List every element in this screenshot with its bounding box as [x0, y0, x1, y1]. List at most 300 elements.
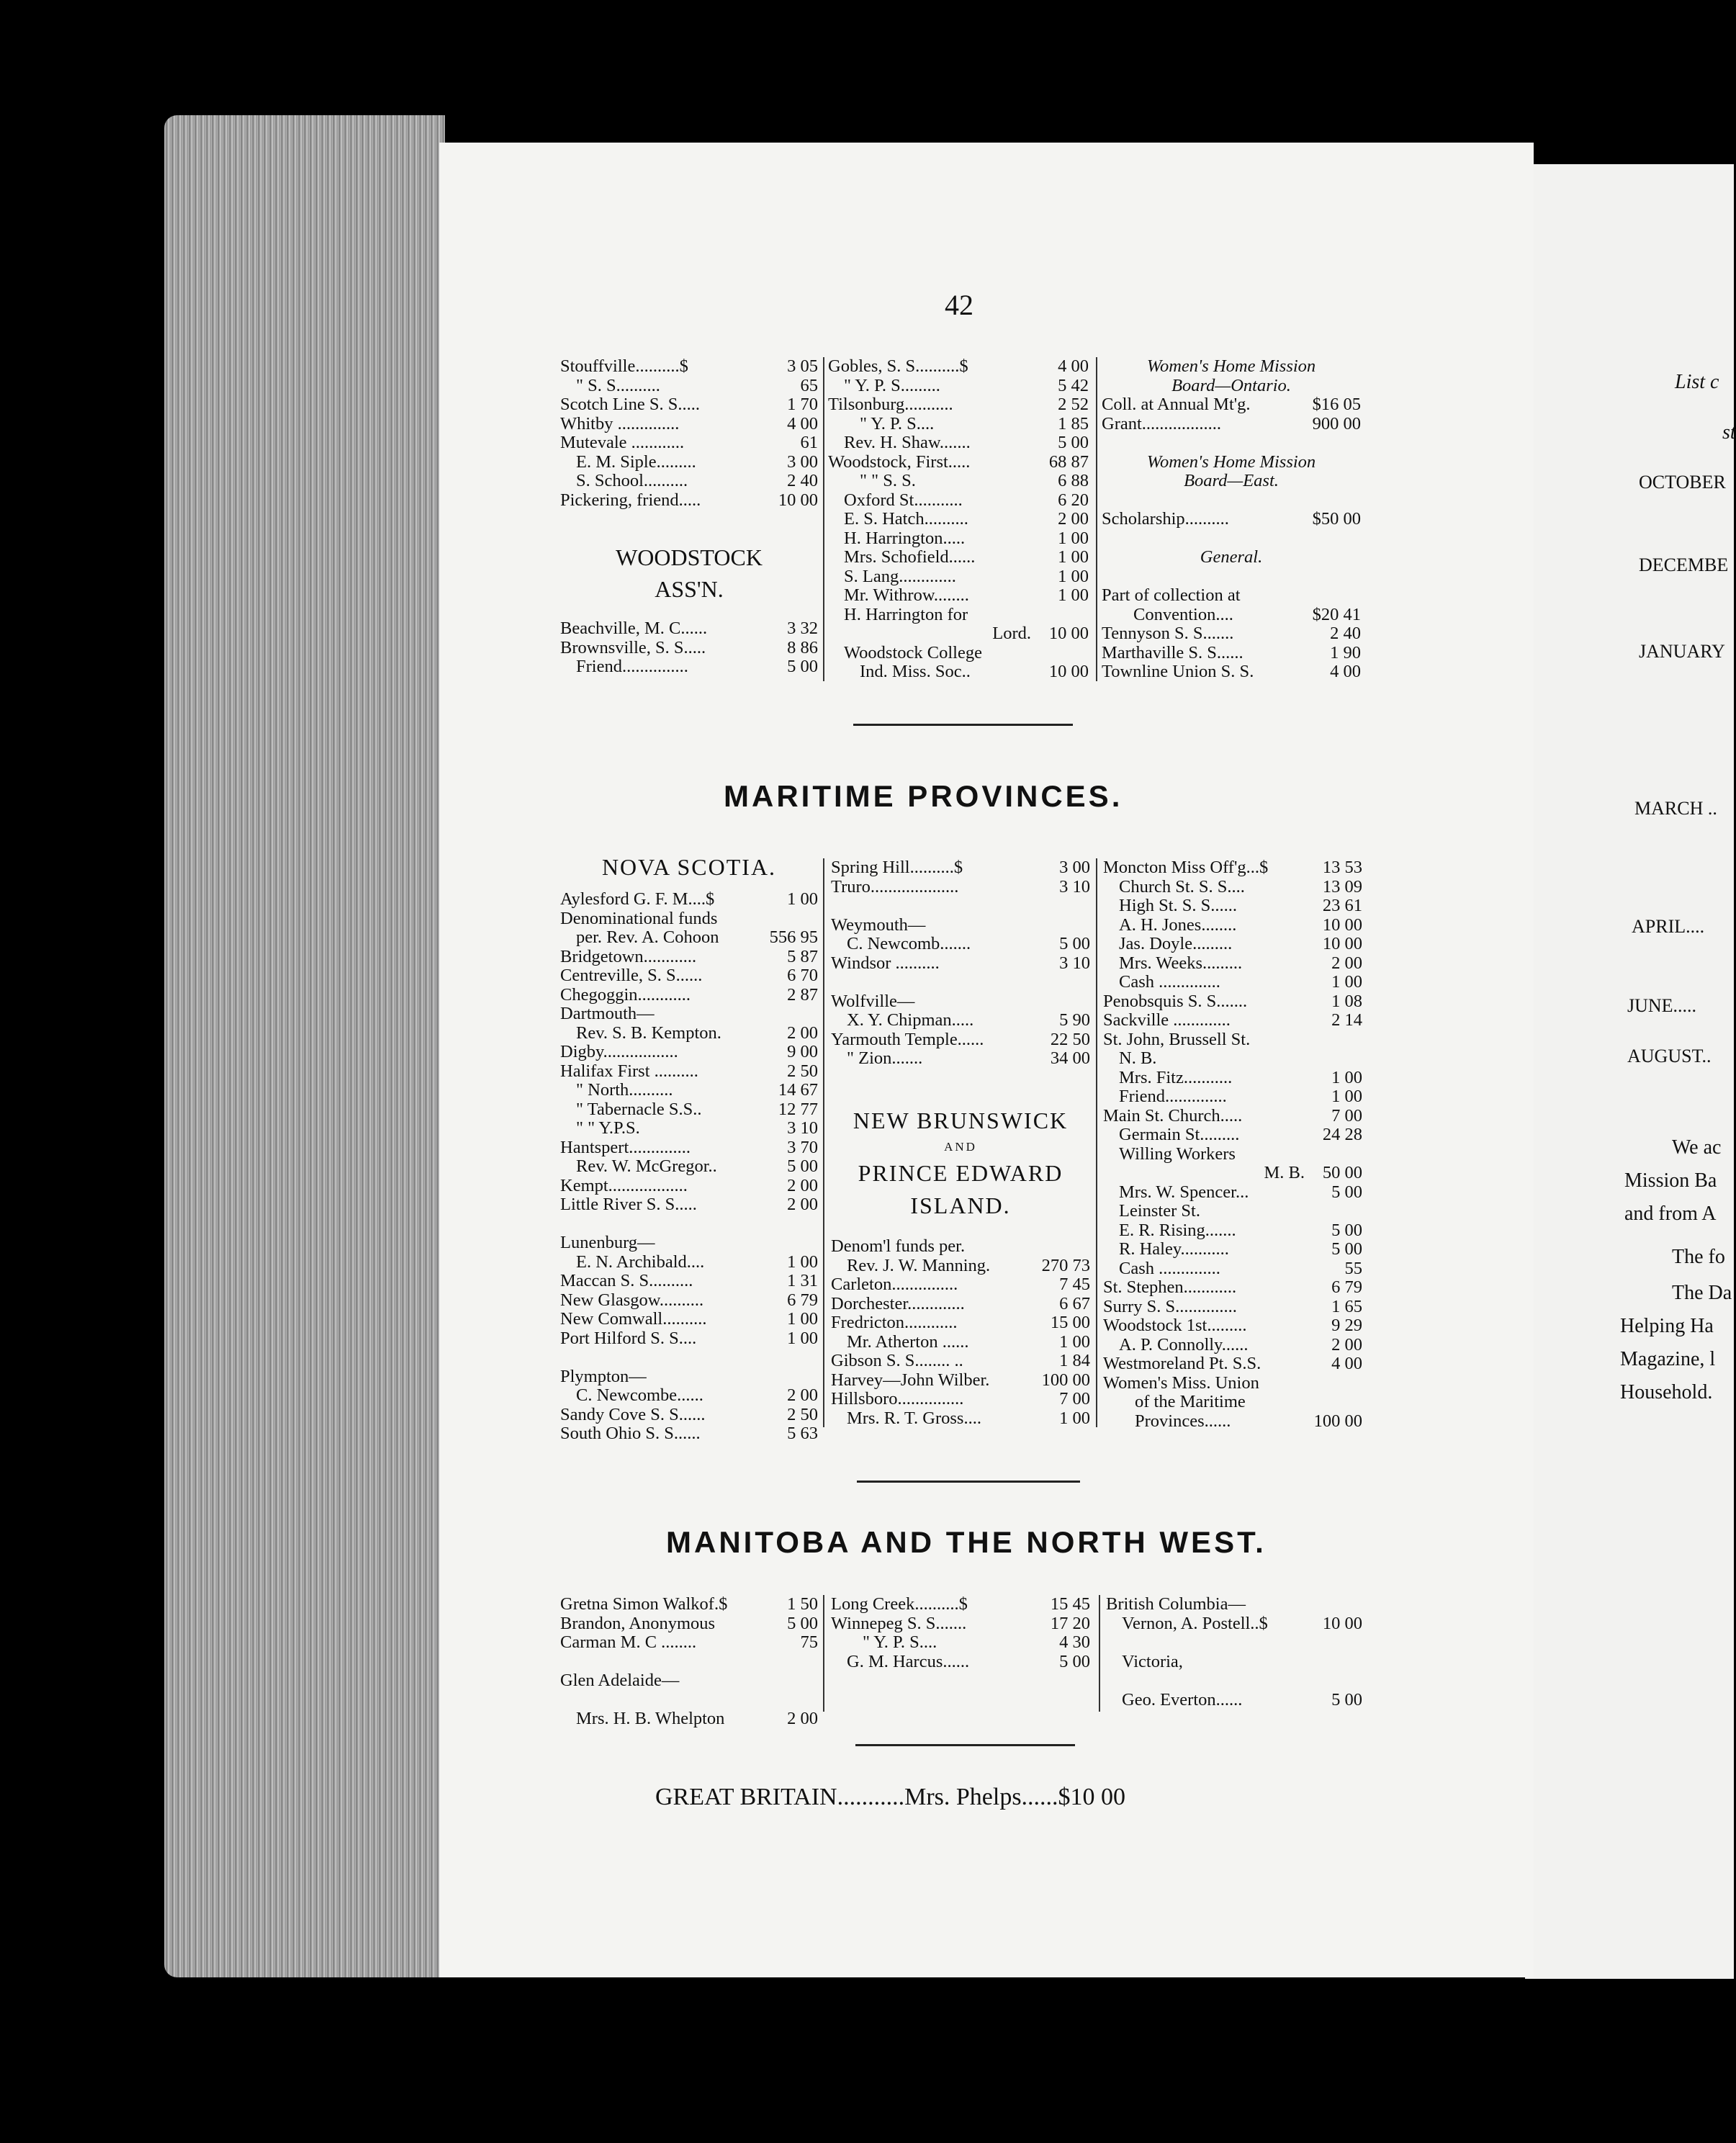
entry-name: Woodstock 1st.........: [1103, 1316, 1247, 1335]
entry-name: N. B.: [1119, 1048, 1157, 1068]
entry-amount: $20 41: [1312, 604, 1361, 624]
ledger-entry: [560, 1043, 818, 1062]
entry-amount: 2 00: [787, 1709, 818, 1728]
ledger-entry: [560, 1329, 818, 1349]
ledger-entry: [1106, 1633, 1362, 1653]
ledger-entry: [1106, 1653, 1362, 1672]
entry-name: Windsor ..........: [831, 953, 940, 973]
ledger-entry: [1103, 1202, 1362, 1221]
ledger-entry: [1103, 1107, 1362, 1126]
entry-amount: 4 30: [1059, 1632, 1090, 1652]
ledger-entry: [831, 1295, 1090, 1314]
entry-amount: 1 65: [1331, 1296, 1362, 1316]
ledger-entry: [831, 935, 1090, 954]
entry-amount: 1 00: [1059, 1331, 1090, 1352]
entry-amount: 1 00: [1331, 972, 1362, 992]
entry-name: Mrs. W. Spencer...: [1119, 1182, 1249, 1202]
entry-amount: 50 00: [1322, 1163, 1362, 1182]
right-page-text: We ac: [1672, 1136, 1722, 1159]
entry-name: [831, 897, 1033, 916]
new-brunswick-heading: [831, 1102, 1090, 1225]
right-page-text: JUNE.....: [1627, 995, 1697, 1016]
ledger-entry: [1103, 916, 1362, 935]
ledger-entry: [560, 1157, 818, 1177]
ledger-entry: [1102, 472, 1361, 491]
entry-name: Stouffville..........$: [560, 356, 688, 376]
entry-name: Weymouth—: [831, 915, 926, 935]
entry-name: [831, 973, 1033, 992]
ledger-entry: [831, 916, 1090, 935]
entry-amount: 24 28: [1322, 1125, 1362, 1144]
nb-heading-line: NEW BRUNSWICK: [853, 1108, 1069, 1133]
ledger-entry: [1103, 1164, 1362, 1183]
entry-amount: 5 00: [787, 657, 818, 676]
entry-amount: 1 00: [1331, 1087, 1362, 1106]
woodstock-heading: [560, 542, 818, 605]
ledger-entry: [560, 1272, 818, 1291]
entry-amount: 6 79: [787, 1290, 818, 1310]
right-page: [1525, 164, 1734, 1979]
entry-amount: [760, 1348, 818, 1367]
entry-amount: [760, 1005, 818, 1024]
entry-amount: 6 79: [1331, 1277, 1362, 1297]
entry-name: Rev. J. W. Manning.: [847, 1255, 991, 1275]
entry-name: Port Hilford S. S....: [560, 1328, 697, 1348]
entry-name: Aylesford G. F. M....$: [560, 889, 715, 909]
ledger-entry: [560, 986, 818, 1005]
entry-name: Friend..............: [1119, 1087, 1227, 1106]
entry-amount: [1033, 992, 1090, 1012]
ledger-entry: [828, 415, 1089, 434]
ledger-entry: [828, 624, 1089, 644]
ledger-entry: [1103, 1145, 1362, 1164]
ledger-entry: [560, 909, 818, 929]
entry-amount: 3 10: [1059, 876, 1090, 897]
entry-name: [1102, 491, 1303, 511]
ledger-entry: [1102, 548, 1361, 567]
entry-amount: 13 09: [1322, 876, 1362, 897]
entry-name: Tilsonburg...........: [828, 395, 953, 414]
entry-name: Maccan S. S..........: [560, 1271, 693, 1290]
maritime-column-3: [1103, 858, 1362, 1431]
ontario-column-1: [560, 357, 818, 510]
ledger-entry: [1102, 644, 1361, 663]
entry-name: Yarmouth Temple......: [831, 1029, 984, 1049]
entry-name: Dartmouth—: [560, 1004, 655, 1023]
ledger-entry: [831, 1352, 1090, 1371]
ledger-entry: [560, 1348, 818, 1367]
ledger-entry: [560, 395, 818, 415]
entry-name: Oxford St...........: [844, 490, 963, 510]
entry-name: Women's Home Mission: [1146, 451, 1316, 472]
entry-name: Little River S. S.....: [560, 1195, 697, 1214]
entry-amount: [1033, 973, 1090, 992]
entry-name: Provinces......: [1135, 1411, 1231, 1431]
ledger-entry: [1102, 624, 1361, 644]
column-rule: [823, 1595, 824, 1712]
ledger-entry: [1102, 567, 1361, 587]
ledger-entry: [1102, 510, 1361, 529]
entry-name: Part of collection at: [1102, 585, 1241, 605]
ledger-entry: [831, 1653, 1090, 1672]
entry-amount: [1033, 1237, 1090, 1257]
entry-amount: [760, 1653, 818, 1672]
entry-name: New Glasgow..........: [560, 1290, 704, 1310]
entry-amount: 10 00: [1322, 915, 1362, 935]
ledger-entry: [560, 1195, 818, 1215]
entry-name: Willing Workers: [1119, 1144, 1236, 1164]
entry-amount: [760, 1691, 818, 1710]
right-page-text: The fo: [1672, 1246, 1725, 1268]
ledger-entry: [1103, 973, 1362, 992]
ledger-entry: [560, 1138, 818, 1158]
maritime-column-1: [560, 890, 818, 1444]
entry-amount: 3 00: [787, 451, 818, 472]
entry-amount: 2 00: [1058, 509, 1089, 529]
ledger-entry: [1103, 1412, 1362, 1432]
entry-amount: 2 00: [787, 1175, 818, 1195]
entry-amount: 6 88: [1058, 471, 1089, 490]
ledger-entry: [831, 1257, 1090, 1276]
ledger-entry: [560, 1253, 818, 1272]
ledger-entry: [1102, 395, 1361, 415]
entry-name: Penobsquis S. S.......: [1103, 991, 1248, 1011]
entry-name: [1102, 433, 1303, 453]
entry-name: Carman M. C ........: [560, 1632, 697, 1652]
ledger-entry: [560, 1062, 818, 1082]
entry-amount: 5 00: [1059, 1651, 1090, 1671]
ledger-entry: [1103, 1298, 1362, 1317]
ledger-entry: [560, 1424, 818, 1444]
entry-amount: 10 00: [1322, 1613, 1362, 1633]
entry-name: Main St. Church.....: [1103, 1105, 1243, 1126]
entry-name: Brownsville, S. S.....: [560, 637, 706, 657]
entry-amount: 17 20: [1050, 1613, 1090, 1633]
entry-name: Rev. S. B. Kempton.: [576, 1023, 721, 1043]
ledger-entry: [828, 548, 1089, 567]
entry-name: Digby.................: [560, 1042, 678, 1061]
entry-amount: 22 50: [1050, 1029, 1090, 1049]
entry-name: Mrs. H. B. Whelpton: [576, 1709, 725, 1728]
entry-name: Mr. Withrow........: [844, 585, 969, 605]
entry-amount: 1 85: [1058, 413, 1089, 433]
entry-name: Board—Ontario.: [1171, 375, 1291, 395]
ledger-entry: [1103, 1316, 1362, 1336]
ledger-entry: [560, 948, 818, 967]
entry-amount: [1305, 1145, 1362, 1164]
entry-amount: 2 50: [787, 1061, 818, 1081]
entry-name: Kempt..................: [560, 1175, 688, 1195]
entry-name: St. John, Brussell St.: [1103, 1029, 1251, 1049]
entry-name: Winnepeg S. S.......: [831, 1613, 967, 1633]
entry-name: " Y. P. S....: [863, 1632, 937, 1652]
entry-amount: 5 00: [1331, 1182, 1362, 1202]
ledger-entry: [1103, 1087, 1362, 1107]
entry-name: E. S. Hatch..........: [844, 509, 968, 529]
ledger-entry: [831, 897, 1090, 916]
entry-amount: [1305, 1374, 1362, 1393]
ledger-entry: [1103, 1126, 1362, 1145]
entry-amount: 1 84: [1059, 1351, 1090, 1370]
entry-amount: 1 00: [1058, 585, 1089, 605]
ledger-entry: [831, 1614, 1090, 1634]
right-page-text: st: [1722, 421, 1736, 444]
entry-name: Spring Hill..........$: [831, 858, 963, 877]
entry-amount: 1 31: [787, 1271, 818, 1290]
ledger-entry: [1106, 1614, 1362, 1634]
entry-name: S. School..........: [576, 471, 688, 490]
entry-name: Surry S. S..............: [1103, 1296, 1237, 1316]
entry-amount: 7 00: [1059, 1389, 1090, 1409]
entry-amount: [760, 909, 818, 929]
ledger-entry: [1102, 453, 1361, 472]
entry-amount: 2 00: [1331, 953, 1362, 973]
entry-name: Beachville, M. C......: [560, 619, 708, 638]
entry-amount: 1 00: [1058, 566, 1089, 586]
ledger-entry: [1103, 1240, 1362, 1259]
ledger-entry: [1103, 1278, 1362, 1298]
entry-name: Woodstock, First.....: [828, 451, 971, 472]
ledger-entry: [1102, 377, 1361, 396]
manitoba-title: MANITOBA AND THE NORTH WEST.: [666, 1525, 1267, 1559]
entry-name: G. M. Harcus......: [847, 1651, 970, 1671]
entry-amount: [760, 1671, 818, 1691]
entry-name: Scholarship..........: [1102, 509, 1229, 529]
entry-amount: 1 00: [1059, 1408, 1090, 1428]
entry-name: Gobles, S. S..........$: [828, 356, 968, 376]
entry-amount: 3 00: [1059, 858, 1090, 877]
entry-name: New Comwall..........: [560, 1309, 707, 1329]
entry-name: Marthaville S. S......: [1102, 642, 1243, 662]
right-page-text: Magazine, l: [1620, 1348, 1716, 1370]
entry-amount: 2 00: [787, 1195, 818, 1214]
entry-name: E. M. Siple.........: [576, 451, 696, 472]
entry-name: S. Lang.............: [844, 566, 956, 586]
right-page-text: OCTOBER: [1639, 472, 1726, 493]
entry-name: Coll. at Annual Mt'g.: [1102, 395, 1251, 414]
ledger-entry: [831, 858, 1090, 878]
ledger-entry: [1102, 357, 1361, 377]
entry-amount: 8 86: [787, 637, 818, 657]
ledger-entry: [560, 453, 818, 472]
column-rule: [1099, 1595, 1100, 1712]
entry-amount: 2 00: [1331, 1334, 1362, 1354]
entry-name: " Y. P. S....: [860, 413, 935, 433]
ledger-entry: [560, 1119, 818, 1138]
entry-name: C. Newcombe......: [576, 1385, 703, 1405]
entry-amount: 5 63: [787, 1424, 818, 1443]
entry-name: British Columbia—: [1106, 1594, 1246, 1614]
entry-amount: 2 87: [787, 984, 818, 1005]
entry-amount: 1 00: [787, 1328, 818, 1348]
entry-amount: [1033, 897, 1090, 916]
entry-name: Germain St.........: [1119, 1125, 1240, 1144]
entry-name: [1106, 1633, 1305, 1653]
ledger-entry: [560, 1595, 818, 1614]
entry-name: Hantspert..............: [560, 1137, 691, 1157]
ledger-entry: [1106, 1691, 1362, 1710]
entry-amount: 9 29: [1331, 1316, 1362, 1335]
woodstock-heading-line: ASS'N.: [655, 576, 724, 602]
entry-amount: 10 00: [1048, 624, 1089, 643]
entry-name: Vernon, A. Postell..$: [1122, 1613, 1268, 1633]
right-page-text: and from A: [1624, 1203, 1717, 1225]
entry-name: Halifax First ..........: [560, 1061, 698, 1081]
entry-name: E. N. Archibald....: [576, 1252, 705, 1272]
entry-amount: 3 70: [787, 1137, 818, 1157]
entry-name: Convention....: [1133, 604, 1233, 624]
entry-name: Fredricton............: [831, 1313, 958, 1332]
ledger-entry: [560, 1081, 818, 1100]
entry-amount: 1 50: [787, 1594, 818, 1614]
ledger-entry: [828, 510, 1089, 529]
entry-name: Moncton Miss Off'g...$: [1103, 858, 1269, 877]
entry-amount: 6 70: [787, 966, 818, 985]
ledger-entry: [831, 992, 1090, 1012]
ledger-entry: [828, 491, 1089, 511]
entry-amount: 5 90: [1059, 1010, 1090, 1030]
entry-amount: [1303, 529, 1361, 549]
ledger-entry: [1103, 1393, 1362, 1412]
entry-amount: 2 14: [1331, 1010, 1362, 1030]
ledger-entry: [560, 1614, 818, 1634]
entry-amount: 12 77: [778, 1099, 818, 1119]
entry-name: Brandon, Anonymous: [560, 1613, 716, 1633]
great-britain-entry: GREAT BRITAIN...........Mrs. Phelps......$10 00: [655, 1784, 1126, 1810]
entry-amount: 10 00: [1048, 662, 1089, 681]
entry-amount: [760, 1367, 818, 1387]
entry-amount: [1305, 1595, 1362, 1614]
entry-name: " North..........: [576, 1080, 673, 1100]
entry-amount: 3 32: [787, 619, 818, 638]
entry-amount: 55: [1344, 1258, 1362, 1278]
entry-amount: 1 70: [787, 395, 818, 414]
right-page-text: DECEMBE: [1639, 554, 1729, 575]
entry-amount: 75: [800, 1632, 818, 1652]
ledger-entry: [831, 973, 1090, 992]
ledger-entry: [831, 878, 1090, 897]
ontario-column-3: [1102, 357, 1361, 682]
maritime-column-2b: [831, 1237, 1090, 1428]
ledger-entry: [560, 928, 818, 948]
ledger-entry: [560, 890, 818, 909]
entry-amount: 5 00: [1331, 1239, 1362, 1259]
ledger-entry: [560, 1310, 818, 1329]
ledger-entry: [828, 644, 1089, 663]
nb-heading-line: ISLAND.: [910, 1192, 1011, 1218]
entry-amount: 5 00: [787, 1613, 818, 1633]
column-rule: [823, 357, 824, 681]
entry-name: Truro....................: [831, 876, 959, 897]
entry-amount: 1 00: [787, 1309, 818, 1329]
entry-name: Dorchester.............: [831, 1293, 965, 1313]
ledger-entry: [560, 1653, 818, 1672]
entry-name: Rev. W. McGregor..: [576, 1156, 717, 1176]
entry-name: " " S. S.: [860, 471, 916, 490]
ledger-entry: [560, 377, 818, 396]
ledger-entry: [831, 1275, 1090, 1295]
book-page-edges: [164, 115, 445, 1977]
entry-name: H. Harrington for: [844, 604, 968, 624]
entry-amount: 2 50: [787, 1404, 818, 1424]
entry-amount: 68 87: [1048, 451, 1089, 472]
entry-amount: 4 00: [787, 413, 818, 433]
entry-amount: 4 00: [1331, 1354, 1362, 1373]
entry-amount: $16 05: [1312, 395, 1361, 414]
entry-amount: [1305, 1393, 1362, 1412]
ledger-entry: [828, 567, 1089, 587]
entry-name: Jas. Doyle.........: [1119, 934, 1233, 953]
entry-amount: 2 00: [787, 1023, 818, 1043]
column-rule: [1096, 858, 1097, 1427]
entry-name: Leinster St.: [1119, 1201, 1200, 1221]
entry-name: per. Rev. A. Cohoon: [576, 927, 719, 947]
ledger-entry: [831, 1409, 1090, 1429]
ledger-entry: [560, 1177, 818, 1196]
entry-amount: 270 73: [1041, 1255, 1090, 1275]
ledger-entry: [828, 662, 1089, 682]
ledger-entry: [828, 586, 1089, 606]
right-page-text: Helping Ha: [1620, 1315, 1714, 1337]
ledger-entry: [1103, 954, 1362, 974]
ledger-entry: [560, 966, 818, 986]
entry-amount: 15 45: [1050, 1594, 1090, 1614]
entry-amount: 5 00: [787, 1156, 818, 1176]
entry-amount: 9 00: [787, 1042, 818, 1061]
entry-amount: 3 05: [787, 356, 818, 376]
ledger-entry: [831, 1390, 1090, 1409]
entry-name: St. Stephen............: [1103, 1277, 1237, 1297]
ledger-entry: [1102, 586, 1361, 606]
entry-name: Long Creek..........$: [831, 1594, 968, 1614]
right-page-text: APRIL....: [1632, 916, 1705, 937]
entry-amount: 3 10: [1059, 953, 1090, 973]
ledger-entry: [560, 657, 818, 677]
entry-amount: 1 00: [1058, 528, 1089, 548]
right-page-text: List c: [1675, 371, 1719, 393]
entry-name: Bridgetown............: [560, 946, 697, 966]
entry-name: Lunenburg—: [560, 1233, 655, 1252]
entry-amount: 2 00: [787, 1385, 818, 1405]
ledger-entry: [1103, 1183, 1362, 1203]
ledger-entry: [560, 472, 818, 491]
ledger-entry: [560, 1710, 818, 1729]
entry-name: Ind. Miss. Soc..: [860, 662, 971, 681]
entry-amount: [760, 1234, 818, 1253]
ledger-entry: [831, 1011, 1090, 1030]
entry-amount: 1 00: [1058, 547, 1089, 567]
entry-name: " Tabernacle S.S..: [576, 1099, 702, 1119]
ledger-entry: [560, 1406, 818, 1425]
ledger-entry: [1103, 1011, 1362, 1030]
entry-name: Church St. S. S....: [1119, 876, 1245, 897]
ledger-entry: [828, 377, 1089, 396]
entry-name: Gibson S. S........ ..: [831, 1351, 963, 1370]
ledger-entry: [560, 1367, 818, 1387]
entry-name: Wolfville—: [831, 991, 915, 1011]
entry-name: Women's Home Mission: [1146, 356, 1316, 376]
entry-name: " S. S..........: [576, 375, 660, 395]
ledger-entry: [560, 1100, 818, 1120]
ledger-entry: [1103, 935, 1362, 954]
entry-name: " " Y.P.S.: [576, 1118, 640, 1138]
entry-name: C. Newcomb.......: [847, 934, 971, 953]
ledger-entry: [560, 619, 818, 639]
ledger-entry: [1102, 433, 1361, 453]
entry-amount: 34 00: [1050, 1048, 1090, 1068]
entry-name: A. P. Connolly......: [1119, 1334, 1249, 1354]
ledger-entry: [831, 1049, 1090, 1069]
